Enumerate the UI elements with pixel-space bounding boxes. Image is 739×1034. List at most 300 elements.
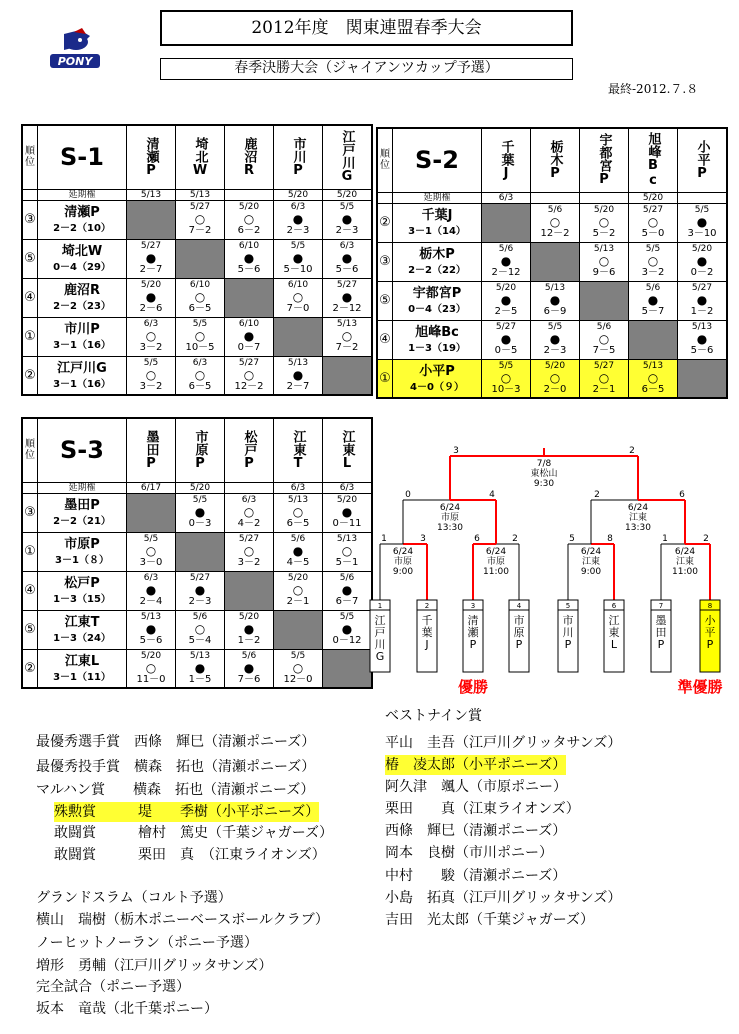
slot-team-name: 市川 P (562, 614, 574, 651)
bracket-score: 2 (512, 534, 518, 544)
special-award-line: 横山 瑞樹（栃木ポニーベースボールクラブ） (36, 912, 329, 928)
match-date: 5/27 (593, 360, 615, 371)
match-cell (127, 278, 176, 317)
match-result-icon: ○ (598, 332, 610, 346)
match-score: 0－12 (332, 635, 362, 646)
match-cell (323, 317, 373, 356)
slot-team-name: 千葉 J (421, 614, 433, 651)
seed-date (225, 482, 274, 493)
slot-team-name: 江戸川 G (374, 614, 386, 663)
match-cell (274, 239, 323, 278)
match-result-icon: ● (341, 622, 353, 636)
match-date: 5/20 (140, 650, 162, 661)
team-record: 2－2（21） (53, 516, 111, 527)
rank-cell: ② (377, 203, 393, 242)
team-record: 3－1（11） (53, 671, 111, 683)
team-header-label: 埼北W (192, 136, 208, 178)
match-cell (678, 320, 728, 359)
match-date: 5/20 (287, 573, 309, 583)
match-date: 5/13 (336, 319, 358, 329)
match-result-icon: ● (145, 290, 157, 304)
team-record: 2－2（10） (53, 223, 111, 234)
team-cell (38, 610, 127, 649)
match-date: 5/5 (547, 322, 563, 332)
seed-date (225, 189, 274, 200)
team-name: 清瀬P (64, 205, 100, 220)
match-score: 0－11 (332, 518, 362, 529)
final-info: 7/8 東松山 9:30 (530, 459, 558, 489)
match-cell (580, 242, 629, 281)
seed-date (531, 192, 580, 203)
match-score: 10－3 (491, 383, 521, 395)
match-date: 5/13 (593, 244, 615, 254)
team-record: 3－1（14） (408, 226, 466, 237)
champion-label: 優勝 (457, 678, 489, 696)
seed-date: 5/20 (629, 192, 678, 203)
match-score: 5－1 (335, 557, 359, 568)
match-result-icon: ● (341, 212, 353, 226)
team-header-label: 市原P (192, 429, 208, 471)
match-result-icon: ● (341, 505, 353, 519)
match-date: 6/3 (241, 495, 257, 505)
match-result-icon: ● (243, 329, 255, 343)
slot-number: 6 (611, 602, 617, 610)
qf3-info: 6/24 江東 9:00 (580, 547, 602, 577)
match-score: 9－6 (592, 267, 616, 278)
best-nine-entry: 岡本 良樹（市川ポニー） (385, 845, 553, 861)
match-result-icon: ● (145, 622, 157, 636)
team-header-label: 江戸川G (339, 130, 355, 185)
team-name: 千葉J (421, 208, 453, 223)
table-row (22, 200, 372, 239)
team-record: 1－3（15） (53, 594, 111, 605)
award-line: 敢闘賞 檜村 篤史（千葉ジャガーズ） (54, 825, 334, 841)
team-header-label: 千葉J (498, 139, 514, 181)
match-cell (531, 203, 580, 242)
league-table-s-1 (21, 124, 373, 396)
match-score: 2－3 (335, 225, 359, 236)
page-subtitle: 春季決勝大会（ジャイアンツカップ予選） (160, 58, 573, 80)
bracket-score: 8 (607, 534, 613, 544)
match-cell (323, 239, 373, 278)
table-row (22, 239, 372, 278)
team-cell (38, 493, 127, 532)
team-cell (393, 320, 482, 359)
match-date: 6/10 (238, 241, 260, 251)
qf1-info: 6/24 市原 9:00 (392, 547, 414, 577)
award-line: 最優秀選手賞 西條 輝巳（清瀬ポニーズ） (36, 734, 316, 750)
table-row (22, 610, 372, 649)
match-cell (176, 356, 225, 395)
qf2-info: 6/24 市原 11:00 (483, 547, 509, 577)
best-nine-entry: 平山 圭吾（江戸川グリッタサンズ） (385, 735, 622, 751)
match-score: 7－2 (188, 225, 212, 236)
match-date: 6/3 (339, 241, 355, 251)
match-date: 5/27 (336, 280, 358, 290)
match-cell (274, 532, 323, 571)
seed-label: 延期権 (38, 189, 127, 200)
match-result-icon: ○ (145, 660, 157, 675)
match-cell (274, 200, 323, 239)
match-result-icon: ○ (194, 622, 206, 636)
match-result-icon: ○ (341, 329, 353, 343)
match-date: 6/10 (189, 280, 211, 290)
match-cell (225, 356, 274, 395)
logo-text: PONY (57, 55, 93, 68)
match-date: 5/20 (140, 280, 162, 290)
slot-number: 8 (707, 602, 713, 610)
group-name: S-1 (38, 125, 127, 189)
best-nine-entry: 中村 駿（清瀬ポニーズ） (385, 868, 567, 884)
match-result-icon: ● (500, 254, 512, 268)
match-date: 6/3 (192, 357, 208, 368)
match-result-icon: ○ (194, 212, 206, 226)
match-result-icon: ● (194, 660, 206, 675)
match-result-icon: ● (500, 332, 512, 346)
rank-cell: ① (22, 532, 38, 571)
match-date: 5/20 (336, 495, 358, 505)
match-date: 5/13 (287, 495, 309, 505)
team-header-label: 江東L (339, 429, 355, 471)
slot-team-name: 江東 L (608, 614, 620, 651)
match-score: 7－0 (286, 303, 310, 314)
table-row (22, 317, 372, 356)
match-cell (678, 242, 728, 281)
match-date: 5/6 (547, 205, 563, 215)
team-record: 0－4（23） (408, 304, 466, 315)
team-cell (38, 649, 127, 688)
table-row (22, 278, 372, 317)
award-line: 殊勲賞 堤 季樹（小平ポニーズ） (54, 804, 320, 820)
team-header (678, 128, 728, 192)
match-date: 5/13 (189, 650, 211, 661)
match-result-icon: ○ (292, 583, 304, 597)
match-date: 5/6 (596, 322, 612, 332)
match-result-icon: ○ (341, 544, 353, 558)
match-score: 7－6 (237, 673, 261, 685)
match-date: 5/6 (498, 244, 514, 254)
match-score: 2－6 (139, 303, 163, 314)
match-score: 4－2 (237, 518, 261, 529)
seed-date: 5/20 (323, 189, 373, 200)
team-header-label: 清瀬P (143, 136, 159, 178)
team-name: 墨田P (64, 498, 100, 513)
self-cell (274, 610, 323, 649)
team-name: 小平P (419, 363, 455, 379)
league-table-s-3 (21, 417, 373, 689)
special-award-line: グランドスラム（コルト予選） (36, 890, 232, 906)
match-score: 7－5 (592, 345, 616, 356)
match-cell (176, 278, 225, 317)
match-result-icon: ○ (243, 544, 255, 558)
team-record: 1－3（24） (53, 633, 111, 644)
match-score: 3－2 (641, 267, 665, 278)
best-nine-entry: 椿 凌太郎（小平ポニーズ） (385, 757, 567, 773)
match-date: 6/3 (143, 573, 159, 583)
bracket-score: 6 (474, 534, 480, 544)
match-score: 6－2 (237, 225, 261, 236)
match-cell (629, 242, 678, 281)
team-cell (393, 203, 482, 242)
match-score: 2－12 (332, 303, 362, 314)
team-record: 4－0（９） (410, 381, 464, 393)
match-result-icon: ● (696, 332, 708, 346)
match-score: 0－2 (690, 267, 714, 278)
match-result-icon: ○ (194, 329, 206, 343)
team-cell (38, 239, 127, 278)
match-date: 6/3 (143, 319, 159, 329)
match-cell (482, 242, 531, 281)
match-cell (225, 200, 274, 239)
match-cell (225, 649, 274, 688)
match-date: 5/5 (694, 205, 710, 215)
group-name: S-2 (393, 128, 482, 192)
team-header (176, 418, 225, 482)
team-cell (38, 317, 127, 356)
table-row (377, 320, 727, 359)
team-record: 3－1（８） (55, 555, 109, 566)
match-score: 5－10 (283, 264, 313, 275)
slot-number: 4 (516, 602, 522, 610)
match-score: 12－0 (283, 673, 313, 685)
table-row (377, 242, 727, 281)
match-score: 5－0 (641, 228, 665, 239)
match-date: 5/5 (192, 319, 208, 329)
match-result-icon: ● (647, 293, 659, 307)
match-cell (580, 359, 629, 398)
special-award-line: 完全試合（ポニー予選） (36, 979, 190, 995)
self-cell (531, 242, 580, 281)
match-score: 10－5 (185, 342, 215, 353)
match-date: 5/5 (339, 612, 355, 622)
match-result-icon: ○ (598, 370, 610, 385)
team-header (531, 128, 580, 192)
match-score: 11－0 (136, 673, 166, 685)
match-date: 5/27 (691, 283, 713, 293)
rank-cell: ⑤ (22, 610, 38, 649)
team-name: 江東L (64, 653, 100, 669)
match-cell (127, 610, 176, 649)
team-cell (393, 281, 482, 320)
seed-date: 6/3 (274, 482, 323, 493)
award-line: 敢闘賞 栗田 真 （江東ライオンズ） (54, 847, 326, 863)
team-name: 埼北W (61, 244, 103, 259)
rank-header: 順位 (377, 128, 393, 192)
qf4-info: 6/24 江東 11:00 (672, 547, 698, 577)
team-record: 1－3（19） (408, 343, 466, 354)
bracket-score: 2 (629, 446, 635, 456)
match-date: 6/10 (287, 280, 309, 290)
self-cell (580, 281, 629, 320)
match-cell (127, 356, 176, 395)
bracket-score: 3 (453, 446, 459, 456)
match-score: 2－5 (494, 306, 518, 317)
self-cell (176, 532, 225, 571)
match-result-icon: ● (194, 505, 206, 519)
match-score: 5－7 (641, 306, 665, 317)
match-score: 6－5 (641, 383, 665, 395)
match-cell (176, 649, 225, 688)
special-award-line: ノーヒットノーラン（ポニー予選） (36, 935, 258, 951)
rank-cell: ④ (377, 320, 393, 359)
match-cell (531, 359, 580, 398)
match-cell (482, 359, 531, 398)
match-cell (176, 571, 225, 610)
match-cell (127, 239, 176, 278)
team-header (225, 125, 274, 189)
semi-right-info: 6/24 江東 13:30 (625, 503, 651, 533)
match-score: 2－1 (592, 383, 616, 395)
match-date: 5/13 (642, 360, 664, 371)
team-header-label: 宇都宮P (596, 133, 612, 188)
match-score: 6－5 (286, 518, 310, 529)
match-score: 2－12 (491, 267, 521, 278)
rank-cell: ② (22, 356, 38, 395)
match-score: 1－2 (690, 306, 714, 317)
table-row (377, 203, 727, 242)
special-award-line: 増形 勇輔（江戸川グリッタサンズ） (36, 958, 273, 974)
match-result-icon: ○ (647, 370, 659, 385)
self-cell (678, 359, 728, 398)
rank-cell: ① (377, 359, 393, 398)
table-row (22, 571, 372, 610)
match-date: 5/27 (140, 241, 162, 251)
match-cell (531, 281, 580, 320)
match-score: 2－3 (188, 596, 212, 607)
match-date: 6/10 (238, 319, 260, 329)
table-row (22, 356, 372, 395)
bracket-score: 4 (489, 490, 495, 500)
match-cell (225, 532, 274, 571)
team-record: 2－2（23） (53, 301, 111, 312)
seed-date: 6/3 (482, 192, 531, 203)
match-date: 5/6 (192, 612, 208, 622)
match-cell (678, 281, 728, 320)
best-nine-entry: 栗田 真（江東ライオンズ） (385, 801, 580, 817)
team-header (127, 418, 176, 482)
match-score: 3－2 (139, 342, 163, 353)
match-result-icon: ● (145, 251, 157, 265)
rank-cell: ② (22, 649, 38, 688)
rank-cell: ③ (22, 200, 38, 239)
match-date: 5/20 (593, 205, 615, 215)
match-date: 5/20 (238, 202, 260, 212)
match-result-icon: ● (696, 293, 708, 307)
match-cell (580, 320, 629, 359)
bracket-score: 2 (703, 534, 709, 544)
rank-header: 順位 (22, 125, 38, 189)
match-date: 5/5 (498, 360, 514, 371)
match-cell (176, 317, 225, 356)
team-record: 0－4（29） (53, 262, 111, 273)
match-result-icon: ○ (292, 290, 304, 304)
rank-cell: ③ (22, 493, 38, 532)
match-result-icon: ● (292, 544, 304, 558)
match-date: 5/13 (691, 322, 713, 332)
group-name: S-3 (38, 418, 127, 482)
bracket-score: 1 (381, 534, 387, 544)
bracket-score: 6 (679, 490, 685, 500)
team-header-label: 墨田P (143, 429, 159, 471)
table-row (22, 493, 372, 532)
team-header (274, 125, 323, 189)
match-cell (274, 571, 323, 610)
match-score: 12－2 (540, 228, 570, 239)
tournament-bracket (362, 440, 739, 700)
match-date: 5/13 (336, 534, 358, 544)
award-line: 最優秀投手賞 横森 拓也（清瀬ポニーズ） (36, 759, 316, 775)
match-result-icon: ● (145, 583, 157, 597)
table-row (377, 359, 727, 398)
match-score: 3－2 (139, 380, 163, 392)
rank-cell: ④ (22, 571, 38, 610)
self-cell (629, 320, 678, 359)
team-record: 3－1（16） (53, 378, 111, 390)
best-nine-title: ベストナイン賞 (385, 708, 483, 724)
match-result-icon: ● (243, 622, 255, 636)
slot-team-name: 小平 P (704, 614, 716, 651)
match-cell (176, 493, 225, 532)
match-date: 5/5 (192, 495, 208, 505)
match-score: 2－3 (286, 225, 310, 236)
team-header-label: 江東T (290, 429, 306, 471)
match-score: 2－7 (139, 264, 163, 275)
match-score: 6－7 (335, 596, 359, 607)
team-name: 松戸P (64, 576, 100, 591)
bracket-score: 5 (569, 534, 575, 544)
match-result-icon: ● (292, 367, 304, 382)
match-date: 5/20 (544, 360, 566, 371)
slot-number: 1 (377, 602, 383, 610)
match-score: 5－6 (237, 264, 261, 275)
match-result-icon: ● (341, 290, 353, 304)
team-header-label: 旭峰Bc (645, 132, 661, 189)
match-date: 5/5 (143, 534, 159, 544)
match-result-icon: ● (696, 254, 708, 268)
match-cell (482, 320, 531, 359)
team-header-label: 小平P (694, 139, 710, 181)
match-cell (629, 281, 678, 320)
match-score: 3－2 (237, 557, 261, 568)
match-result-icon: ○ (194, 290, 206, 304)
self-cell (176, 239, 225, 278)
match-result-icon: ○ (145, 329, 157, 343)
match-cell (225, 493, 274, 532)
match-result-icon: ○ (598, 215, 610, 229)
rank-cell: ③ (377, 242, 393, 281)
match-result-icon: ○ (292, 505, 304, 519)
match-score: 3－0 (139, 557, 163, 568)
match-cell (274, 356, 323, 395)
seed-date (580, 192, 629, 203)
team-header-label: 鹿沼R (241, 136, 257, 178)
match-score: 2－0 (543, 383, 567, 395)
match-score: 1－2 (237, 635, 261, 646)
match-score: 6－5 (188, 380, 212, 392)
team-name: 江東T (64, 615, 100, 630)
match-result-icon: ○ (647, 215, 659, 229)
rank-cell: ⑤ (377, 281, 393, 320)
self-cell (323, 356, 373, 395)
match-date: 5/5 (290, 241, 306, 251)
match-cell (225, 610, 274, 649)
match-date: 5/5 (290, 650, 306, 661)
match-cell (127, 571, 176, 610)
match-score: 5－4 (188, 635, 212, 646)
team-header (127, 125, 176, 189)
match-result-icon: ○ (647, 254, 659, 268)
match-date: 5/27 (238, 357, 260, 368)
